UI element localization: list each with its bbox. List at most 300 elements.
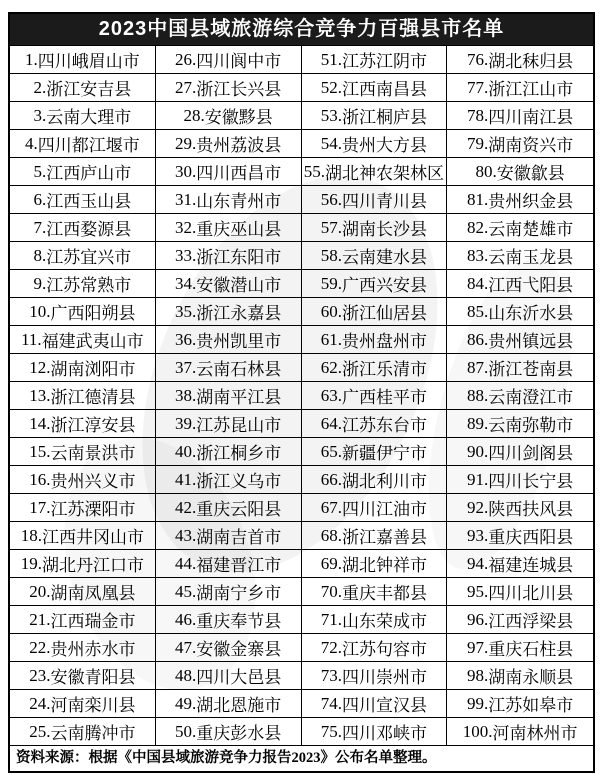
rank-number: 78. <box>467 105 489 125</box>
rank-number: 84. <box>467 273 489 293</box>
region-name: 四川大邑县 <box>196 668 282 687</box>
rank-number: 36. <box>175 329 197 349</box>
list-item <box>10 214 156 242</box>
rank-number: 35. <box>175 301 197 321</box>
list-item <box>10 354 156 382</box>
list-item <box>156 382 302 410</box>
list-item <box>447 158 593 186</box>
rank-number: 17. <box>29 497 51 517</box>
rank-number: 1. <box>25 49 38 69</box>
region-name: 云南楚雄市 <box>488 220 574 239</box>
source-note: 资料来源：根据《中国县域旅游竞争力报告2023》公布名单整理。 <box>10 746 593 771</box>
region-name: 四川宣汉县 <box>342 696 427 715</box>
list-item <box>302 354 448 382</box>
rank-number: 43. <box>175 525 197 545</box>
list-item <box>302 74 448 102</box>
rank-number: 89. <box>467 413 489 433</box>
rank-number: 54. <box>320 133 342 153</box>
rank-number: 30. <box>175 161 197 181</box>
region-name: 江苏江阴市 <box>342 52 427 71</box>
region-name: 浙江乐清市 <box>342 360 427 379</box>
region-name: 浙江永嘉县 <box>196 304 282 323</box>
list-item <box>156 550 302 578</box>
region-name: 新疆伊宁市 <box>342 444 427 463</box>
rank-number: 99. <box>467 693 489 713</box>
list-item <box>10 438 156 466</box>
list-item <box>447 606 593 634</box>
list-item <box>302 130 448 158</box>
rank-number: 52. <box>320 77 342 97</box>
rank-number: 22. <box>29 637 51 657</box>
region-name: 湖北秣归县 <box>488 52 574 71</box>
region-name: 浙江长兴县 <box>196 80 282 99</box>
list-item <box>10 298 156 326</box>
list-item <box>302 550 448 578</box>
rank-number: 51. <box>320 49 342 69</box>
list-item <box>156 606 302 634</box>
list-item <box>447 242 593 270</box>
list-item <box>302 158 448 186</box>
rank-number: 73. <box>320 665 342 685</box>
rank-number: 75. <box>320 721 342 741</box>
list-item <box>447 494 593 522</box>
region-name: 江苏宜兴市 <box>46 248 132 267</box>
rank-number: 67. <box>320 497 342 517</box>
region-name: 福建连城县 <box>488 556 574 575</box>
rank-number: 59. <box>320 273 342 293</box>
rank-number: 70. <box>320 581 342 601</box>
region-name: 云南石林县 <box>196 360 282 379</box>
rank-number: 55. <box>303 161 325 181</box>
rank-number: 58. <box>320 245 342 265</box>
region-name: 湖北钟祥市 <box>342 556 427 575</box>
region-name: 广西桂平市 <box>342 388 427 407</box>
rank-number: 72. <box>320 637 342 657</box>
region-name: 江苏东台市 <box>342 416 427 435</box>
list-item <box>156 354 302 382</box>
rank-number: 8. <box>33 245 47 265</box>
list-item <box>302 102 448 130</box>
rank-number: 6. <box>33 189 47 209</box>
region-name: 四川西昌市 <box>196 164 282 183</box>
list-item <box>156 578 302 606</box>
list-item <box>10 606 156 634</box>
rank-number: 92. <box>467 497 489 517</box>
rank-number: 13. <box>29 385 51 405</box>
region-name: 浙江义乌市 <box>196 472 282 491</box>
list-item <box>447 270 593 298</box>
list-item <box>447 662 593 690</box>
list-item <box>447 74 593 102</box>
rank-number: 9. <box>33 273 47 293</box>
list-item <box>302 438 448 466</box>
region-name: 河南栾川县 <box>50 696 136 715</box>
region-name: 江西玉山县 <box>46 192 132 211</box>
region-name: 贵州盘州市 <box>342 332 427 351</box>
region-name: 四川都江堰市 <box>37 136 140 155</box>
region-name: 贵州凯里市 <box>196 332 282 351</box>
list-item <box>10 662 156 690</box>
rank-number: 29. <box>175 133 197 153</box>
region-name: 山东青州市 <box>196 192 282 211</box>
list-item <box>302 242 448 270</box>
region-name: 江苏句容市 <box>342 640 427 659</box>
list-item <box>10 550 156 578</box>
region-name: 江西瑞金市 <box>50 612 136 631</box>
list-item <box>156 158 302 186</box>
list-item <box>447 578 593 606</box>
ranking-grid <box>10 46 593 746</box>
list-item <box>156 634 302 662</box>
region-name: 浙江安吉县 <box>46 80 132 99</box>
rank-number: 64. <box>320 413 342 433</box>
rank-number: 31. <box>175 189 197 209</box>
region-name: 福建晋江市 <box>196 556 282 575</box>
list-item <box>10 158 156 186</box>
rank-number: 14. <box>29 413 51 433</box>
rank-number: 100. <box>462 721 493 741</box>
region-name: 浙江江山市 <box>488 80 574 99</box>
rank-number: 41. <box>175 469 197 489</box>
rank-number: 49. <box>175 693 197 713</box>
region-name: 云南大理市 <box>46 108 132 127</box>
list-item <box>10 326 156 354</box>
rank-number: 12. <box>29 357 51 377</box>
list-item <box>156 270 302 298</box>
list-item <box>156 214 302 242</box>
list-item <box>302 718 448 746</box>
rank-number: 40. <box>175 441 197 461</box>
list-item <box>302 214 448 242</box>
region-name: 山东沂水县 <box>488 304 574 323</box>
rank-number: 61. <box>320 329 342 349</box>
region-name: 湖南宁乡市 <box>196 584 282 603</box>
list-item <box>447 718 593 746</box>
rank-number: 74. <box>320 693 342 713</box>
region-name: 四川北川县 <box>488 584 574 603</box>
rank-number: 39. <box>175 413 197 433</box>
list-item <box>156 102 302 130</box>
rank-number: 7. <box>33 217 47 237</box>
rank-number: 68. <box>320 525 342 545</box>
list-item <box>10 522 156 550</box>
list-item <box>302 494 448 522</box>
list-item <box>302 466 448 494</box>
list-item <box>10 466 156 494</box>
rank-number: 10. <box>29 301 51 321</box>
region-name: 重庆云阳县 <box>196 500 282 519</box>
region-name: 江西婺源县 <box>46 220 132 239</box>
region-name: 山东荣成市 <box>342 612 427 631</box>
list-item <box>447 634 593 662</box>
region-name: 贵州兴义市 <box>50 472 136 491</box>
rank-number: 33. <box>175 245 197 265</box>
rank-number: 26. <box>175 49 197 69</box>
rank-number: 28. <box>183 105 205 125</box>
rank-number: 19. <box>20 553 42 573</box>
region-name: 浙江嘉善县 <box>342 528 427 547</box>
region-name: 浙江德清县 <box>50 388 136 407</box>
list-item <box>10 186 156 214</box>
rank-number: 18. <box>20 525 42 545</box>
rank-number: 90. <box>467 441 489 461</box>
rank-number: 82. <box>467 217 489 237</box>
region-name: 江西井冈山市 <box>42 528 144 547</box>
rank-number: 15. <box>29 441 51 461</box>
list-item <box>302 662 448 690</box>
region-name: 重庆石柱县 <box>488 640 574 659</box>
region-name: 湖南凤凰县 <box>50 584 136 603</box>
rank-number: 76. <box>467 49 489 69</box>
region-name: 浙江东阳市 <box>196 248 282 267</box>
list-item <box>156 438 302 466</box>
list-item <box>302 410 448 438</box>
rank-number: 98. <box>467 665 489 685</box>
region-name: 云南澄江市 <box>488 388 574 407</box>
region-name: 江西庐山市 <box>46 164 132 183</box>
region-name: 广西阳朔县 <box>50 304 136 323</box>
region-name: 云南建水县 <box>342 248 427 267</box>
page-title: 2023中国县域旅游综合竞争力百强县市名单 <box>10 14 593 46</box>
region-name: 安徽潜山市 <box>196 276 282 295</box>
list-item <box>10 634 156 662</box>
rank-number: 65. <box>320 441 342 461</box>
region-name: 湖北神农架林区 <box>325 164 444 183</box>
region-name: 安徽金寨县 <box>196 640 282 659</box>
list-item <box>10 102 156 130</box>
rank-number: 91. <box>467 469 489 489</box>
region-name: 江西浮梁县 <box>488 612 574 631</box>
rank-number: 63. <box>320 385 342 405</box>
rank-number: 87. <box>467 357 489 377</box>
region-name: 江苏常熟市 <box>46 276 132 295</box>
list-item <box>156 690 302 718</box>
region-name: 江苏昆山市 <box>196 416 282 435</box>
rank-number: 47. <box>175 637 197 657</box>
list-item <box>447 522 593 550</box>
rank-number: 71. <box>320 609 342 629</box>
rank-number: 62. <box>320 357 342 377</box>
region-name: 四川邓峡市 <box>342 724 427 743</box>
rank-number: 48. <box>175 665 197 685</box>
region-name: 四川剑阁县 <box>488 444 574 463</box>
rank-number: 50. <box>175 721 197 741</box>
list-item <box>156 466 302 494</box>
region-name: 四川长宁县 <box>488 472 574 491</box>
list-item <box>302 326 448 354</box>
region-name: 云南腾冲市 <box>50 724 136 743</box>
list-item <box>447 214 593 242</box>
list-item <box>156 326 302 354</box>
rank-number: 66. <box>320 469 342 489</box>
list-item <box>156 186 302 214</box>
rank-number: 24. <box>29 693 51 713</box>
region-name: 浙江仙居县 <box>342 304 427 323</box>
region-name: 安徽青阳县 <box>50 668 136 687</box>
rank-number: 27. <box>175 77 197 97</box>
ranking-poster <box>8 12 595 773</box>
rank-number: 95. <box>467 581 489 601</box>
list-item <box>447 326 593 354</box>
rank-number: 45. <box>175 581 197 601</box>
rank-number: 42. <box>175 497 197 517</box>
rank-number: 4. <box>25 133 38 153</box>
region-name: 重庆西阳县 <box>488 528 574 547</box>
region-name: 云南景洪市 <box>50 444 136 463</box>
list-item <box>447 186 593 214</box>
list-item <box>10 270 156 298</box>
list-item <box>156 46 302 74</box>
rank-number: 20. <box>29 581 51 601</box>
rank-number: 21. <box>29 609 51 629</box>
list-item <box>447 382 593 410</box>
region-name: 湖南资兴市 <box>488 136 574 155</box>
list-item <box>156 522 302 550</box>
region-name: 四川峨眉山市 <box>37 52 140 71</box>
region-name: 广西兴安县 <box>342 276 427 295</box>
list-item <box>302 690 448 718</box>
region-name: 重庆丰都县 <box>342 584 427 603</box>
region-name: 湖南永顺县 <box>488 668 574 687</box>
region-name: 江苏如皋市 <box>488 696 574 715</box>
region-name: 贵州镇远县 <box>488 332 574 351</box>
list-item <box>447 438 593 466</box>
region-name: 贵州织金县 <box>488 192 574 211</box>
list-item <box>10 242 156 270</box>
region-name: 重庆巫山县 <box>196 220 282 239</box>
region-name: 浙江苍南县 <box>488 360 574 379</box>
region-name: 陕西扶风县 <box>488 500 574 519</box>
rank-number: 81. <box>467 189 489 209</box>
region-name: 云南玉龙县 <box>488 248 574 267</box>
list-item <box>156 662 302 690</box>
region-name: 湖北恩施市 <box>196 696 282 715</box>
region-name: 福建武夷山市 <box>41 332 144 351</box>
list-item <box>447 102 593 130</box>
rank-number: 57. <box>320 217 342 237</box>
rank-number: 88. <box>467 385 489 405</box>
rank-number: 2. <box>33 77 47 97</box>
list-item <box>156 494 302 522</box>
region-name: 浙江桐庐县 <box>342 108 427 127</box>
rank-number: 60. <box>320 301 342 321</box>
region-name: 贵州大方县 <box>342 136 427 155</box>
region-name: 重庆奉节县 <box>196 612 282 631</box>
rank-number: 83. <box>467 245 489 265</box>
region-name: 江西弋阳县 <box>488 276 574 295</box>
list-item <box>10 130 156 158</box>
list-item <box>156 718 302 746</box>
region-name: 湖南长沙县 <box>342 220 427 239</box>
list-item <box>10 410 156 438</box>
list-item <box>302 186 448 214</box>
list-item <box>302 634 448 662</box>
region-name: 贵州赤水市 <box>50 640 136 659</box>
region-name: 湖南平江县 <box>196 388 282 407</box>
region-name: 四川江油市 <box>342 500 427 519</box>
list-item <box>302 270 448 298</box>
rank-number: 44. <box>175 553 197 573</box>
list-item <box>10 382 156 410</box>
list-item <box>447 298 593 326</box>
list-item <box>10 494 156 522</box>
rank-number: 93. <box>467 525 489 545</box>
region-name: 湖南浏阳市 <box>50 360 136 379</box>
rank-number: 86. <box>467 329 489 349</box>
rank-number: 5. <box>33 161 47 181</box>
list-item <box>302 382 448 410</box>
list-item <box>156 298 302 326</box>
list-item <box>10 718 156 746</box>
list-item <box>302 522 448 550</box>
rank-number: 79. <box>467 133 489 153</box>
list-item <box>156 242 302 270</box>
region-name: 河南林州市 <box>492 724 578 743</box>
rank-number: 23. <box>29 665 51 685</box>
region-name: 湖北利川市 <box>342 472 427 491</box>
list-item <box>302 578 448 606</box>
list-item <box>447 690 593 718</box>
rank-number: 85. <box>467 301 489 321</box>
rank-number: 97. <box>467 637 489 657</box>
region-name: 四川南江县 <box>488 108 574 127</box>
list-item <box>302 606 448 634</box>
rank-number: 94. <box>467 553 489 573</box>
list-item <box>10 690 156 718</box>
list-item <box>447 130 593 158</box>
region-name: 四川青川县 <box>342 192 427 211</box>
rank-number: 77. <box>467 77 489 97</box>
rank-number: 53. <box>320 105 342 125</box>
rank-number: 38. <box>175 385 197 405</box>
list-item <box>10 578 156 606</box>
region-name: 安徽歙县 <box>496 164 565 183</box>
rank-number: 80. <box>475 161 497 181</box>
region-name: 四川崇州市 <box>342 668 427 687</box>
list-item <box>447 550 593 578</box>
rank-number: 37. <box>175 357 197 377</box>
region-name: 云南弥勒市 <box>488 416 574 435</box>
list-item <box>447 354 593 382</box>
region-name: 江苏溧阳市 <box>50 500 136 519</box>
rank-number: 25. <box>29 721 51 741</box>
rank-number: 11. <box>21 329 42 349</box>
rank-number: 32. <box>175 217 197 237</box>
list-item <box>302 46 448 74</box>
list-item <box>10 46 156 74</box>
rank-number: 34. <box>175 273 197 293</box>
region-name: 浙江桐乡市 <box>196 444 282 463</box>
list-item <box>156 74 302 102</box>
list-item <box>447 46 593 74</box>
list-item <box>156 410 302 438</box>
region-name: 湖北丹江口市 <box>42 556 144 575</box>
rank-number: 69. <box>320 553 342 573</box>
region-name: 湖南吉首市 <box>196 528 282 547</box>
list-item <box>156 130 302 158</box>
list-item <box>302 298 448 326</box>
region-name: 江西南昌县 <box>342 80 427 99</box>
rank-number: 46. <box>175 609 197 629</box>
list-item <box>447 410 593 438</box>
region-name: 浙江淳安县 <box>50 416 136 435</box>
region-name: 安徽黟县 <box>204 108 273 127</box>
rank-number: 96. <box>467 609 489 629</box>
region-name: 贵州荔波县 <box>196 136 282 155</box>
rank-number: 3. <box>33 105 47 125</box>
list-item <box>10 74 156 102</box>
region-name: 重庆彭水县 <box>196 724 282 743</box>
